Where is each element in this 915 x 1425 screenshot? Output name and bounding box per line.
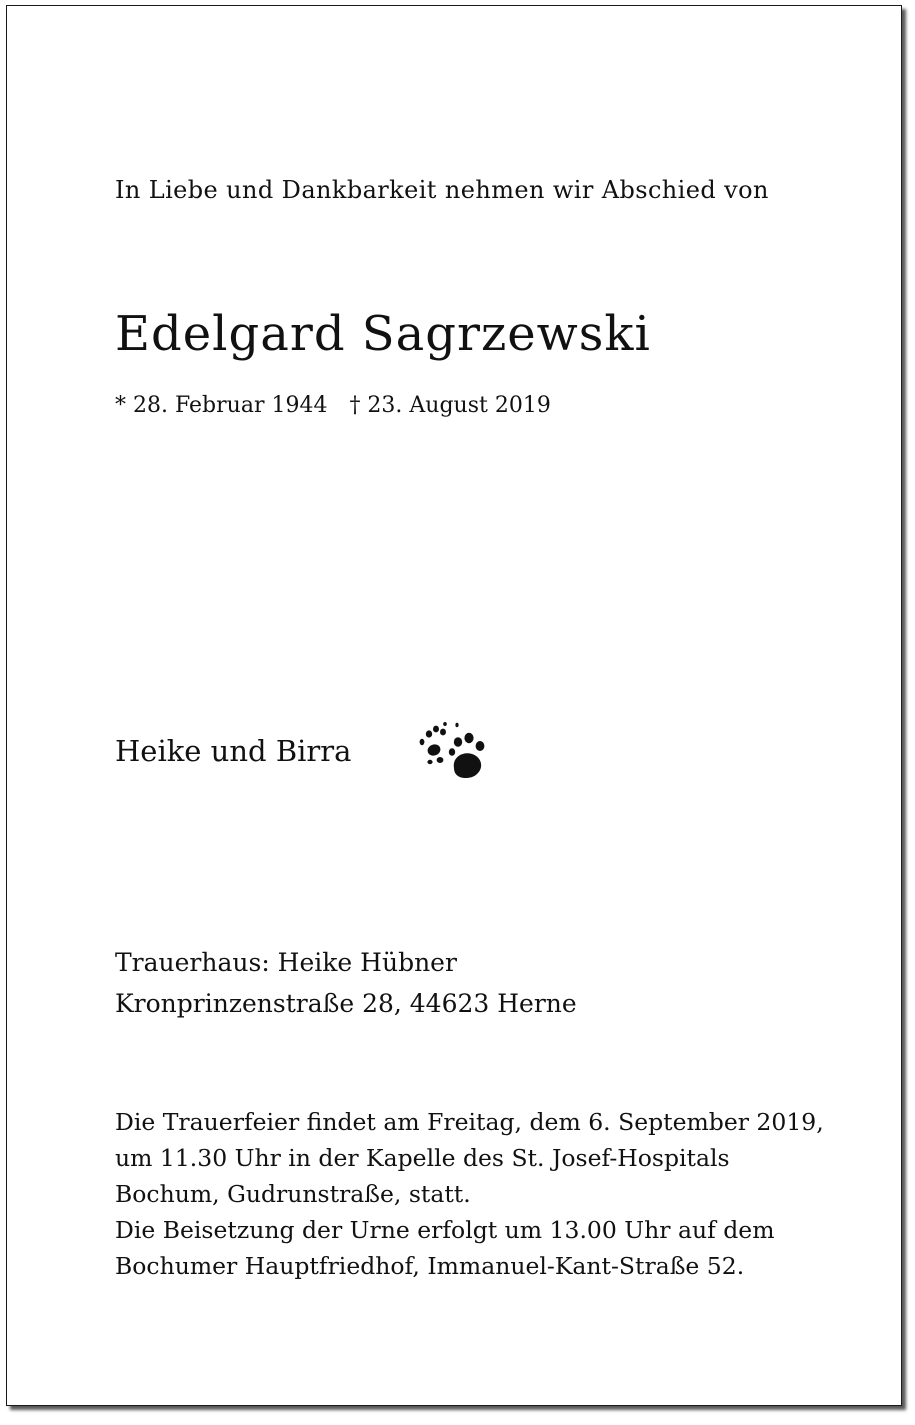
death-date: † 23. August 2019	[349, 393, 551, 418]
ceremony-line: Bochum, Gudrunstraße, statt.	[115, 1180, 471, 1208]
mourning-house-line: Trauerhaus: Heike Hübner	[115, 948, 457, 977]
ceremony-line: Die Trauerfeier findet am Freitag, dem 6. September 2019,	[115, 1108, 824, 1136]
burial-line: Bochumer Hauptfriedhof, Immanuel-Kant-Straße 52.	[115, 1252, 745, 1280]
burial-line: Die Beisetzung der Urne erfolgt um 13.00 Uhr auf dem	[115, 1216, 775, 1244]
deceased-name: Edelgard Sagrzewski	[115, 306, 651, 362]
paw-print-icon	[412, 716, 492, 786]
mourners-names: Heike und Birra	[115, 734, 352, 768]
mourning-house-address: Kronprinzenstraße 28, 44623 Herne	[115, 989, 577, 1018]
life-dates	[115, 393, 551, 418]
birth-date: * 28. Februar 1944	[115, 393, 328, 418]
ceremony-line: um 11.30 Uhr in der Kapelle des St. Josef-Hospitals	[115, 1144, 730, 1172]
obituary-card	[6, 5, 902, 1406]
intro-text: In Liebe und Dankbarkeit nehmen wir Abschied von	[115, 176, 769, 204]
